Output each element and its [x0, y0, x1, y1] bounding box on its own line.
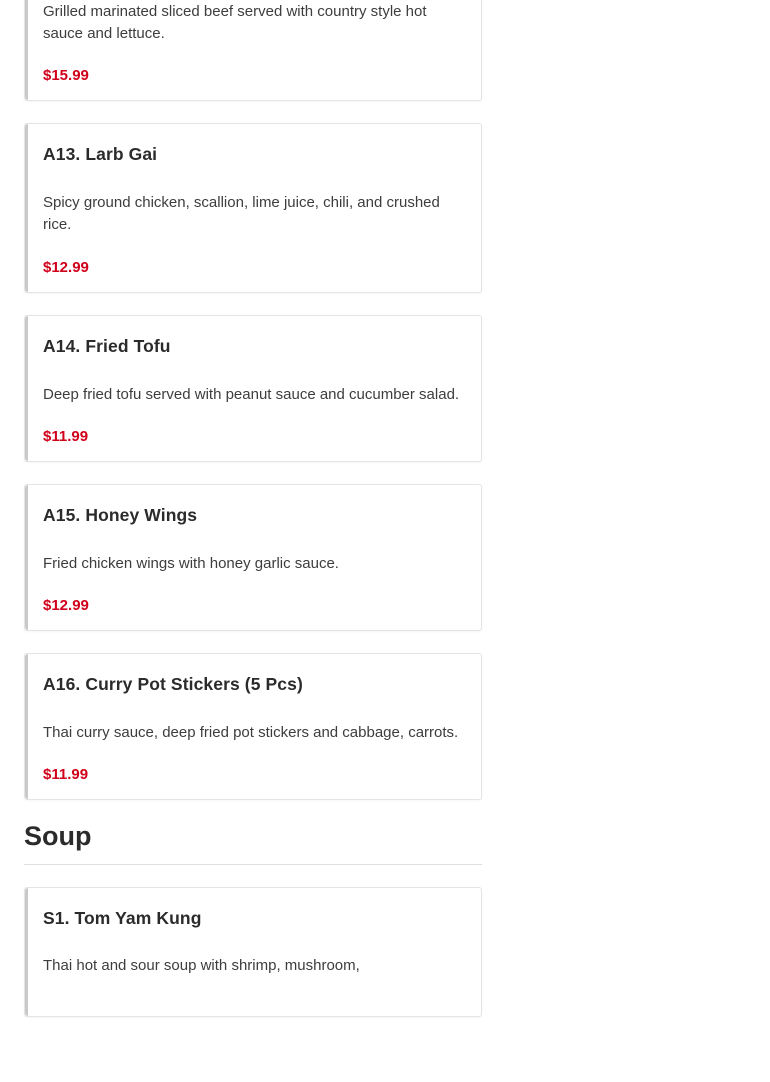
- menu-item-card[interactable]: [24, 887, 482, 1017]
- menu-item-price: $15.99: [43, 67, 89, 85]
- menu-item-description: Grilled marinated sliced beef served with country style hot sauce and lettuce.: [43, 3, 427, 43]
- menu-item-card[interactable]: [24, 0, 482, 101]
- menu-item-description: Deep fried tofu served with peanut sauce and cucumber salad.: [43, 385, 460, 403]
- menu-item-title: A13. Larb Gai: [43, 144, 158, 165]
- menu-item-title: A14. Fried Tofu: [43, 335, 171, 356]
- menu-item-price: $11.99: [43, 765, 89, 783]
- menu-item-price: $12.99: [43, 258, 89, 276]
- menu-item-title: A15. Honey Wings: [43, 504, 198, 525]
- menu-item-description: Fried chicken wings with honey garlic sauce.: [43, 554, 339, 572]
- menu-item-card[interactable]: [24, 315, 482, 462]
- menu-item-description: Thai curry sauce, deep fried pot stickers and cabbage, carrots.: [43, 723, 459, 741]
- menu-item-price: $11.99: [43, 427, 89, 445]
- menu-item-title: S1. Tom Yam Kung: [43, 907, 202, 928]
- menu-list: [24, 0, 482, 1017]
- menu-item-card[interactable]: [24, 484, 482, 631]
- menu-section-heading: [24, 822, 482, 865]
- menu-item-price: $12.99: [43, 596, 89, 614]
- spacer: [24, 865, 482, 887]
- menu-item-card[interactable]: [24, 653, 482, 800]
- menu-item-description: Thai hot and sour soup with shrimp, mushroom,: [43, 957, 360, 975]
- menu-item-card[interactable]: [24, 123, 482, 292]
- menu-item-description: Spicy ground chicken, scallion, lime juice, chili, and crushed rice.: [43, 194, 440, 234]
- menu-item-title: A16. Curry Pot Stickers (5 Pcs): [43, 673, 303, 694]
- menu-section-title: Soup: [24, 820, 92, 851]
